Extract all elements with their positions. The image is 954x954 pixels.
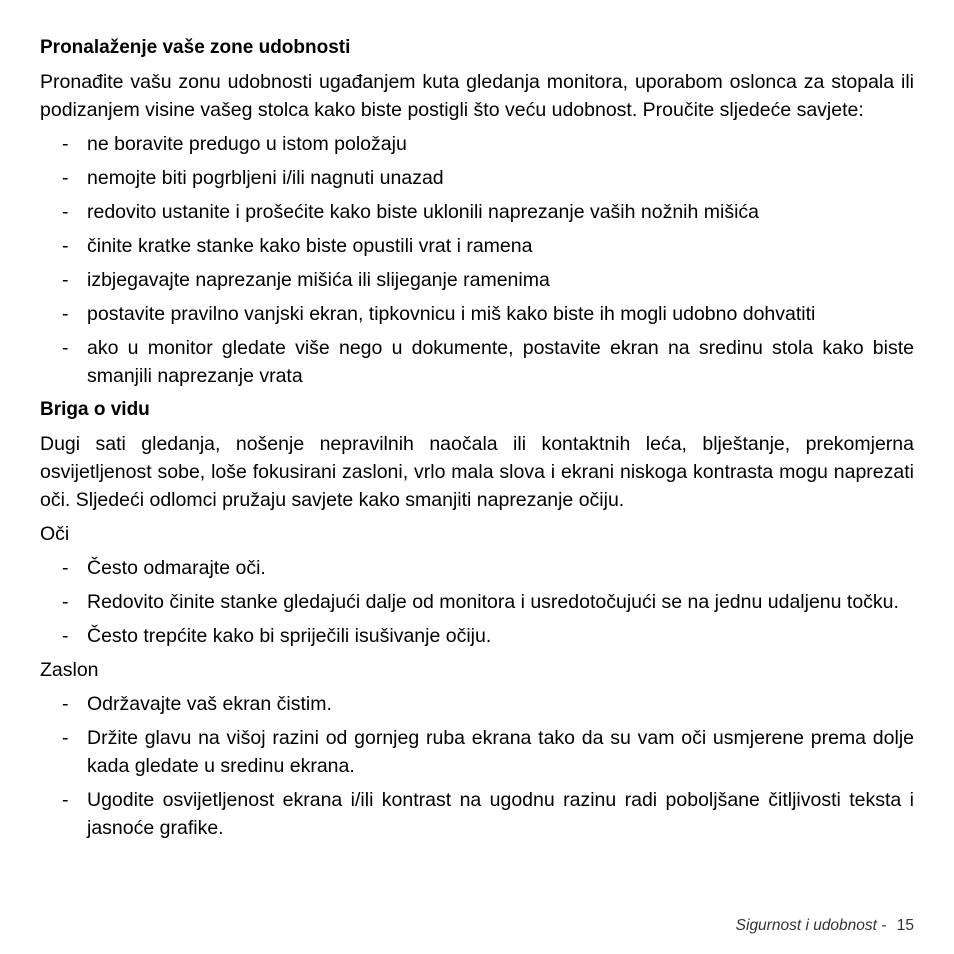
list-item: - Redovito činite stanke gledajući dalje od monitora i usredotočujući se na jednu udaljenu točku.: [40, 588, 914, 616]
bullet-dash: -: [62, 591, 69, 613]
comfort-intro-paragraph: Pronađite vašu zonu udobnosti ugađanjem kuta gledanja monitora, uporabom oslonca za stopala ili podizanjem visine vašeg stolca kako biste postigli što veću udobnost. Proučite sljedeće savjete:: [40, 71, 914, 121]
comfort-tips-list: [40, 130, 914, 390]
bullet-dash: -: [62, 789, 69, 811]
list-item: - Održavajte vaš ekran čistim.: [40, 690, 914, 718]
section-heading-comfort: Pronalaženje vaše zone udobnosti: [40, 37, 351, 58]
section-heading-eye-care: Briga o vidu: [40, 399, 150, 420]
list-item: - ne boravite predugo u istom položaju: [40, 130, 914, 158]
bullet-dash: -: [62, 693, 69, 715]
list-item: - izbjegavajte naprezanje mišića ili slijeganje ramenima: [40, 266, 914, 294]
bullet-dash: -: [62, 201, 69, 223]
bullet-dash: -: [62, 727, 69, 749]
list-item: - Često odmarajte oči.: [40, 554, 914, 582]
bullet-dash: -: [62, 303, 69, 325]
eye-care-intro-paragraph: Dugi sati gledanja, nošenje nepravilnih naočala ili kontaktnih leća, blještanje, prekomjerna osvijetljenost sobe, loše fokusirani zasloni, vrlo mala slova i ekrani niskoga kontrasta mogu naprezati oči. Sljedeći odlomci pružaju savjete kako smanjiti naprezanje očiju.: [40, 433, 914, 511]
list-item: - Često trepćite kako bi spriječili isušivanje očiju.: [40, 622, 914, 650]
bullet-dash: -: [62, 557, 69, 579]
subsection-label-screen: Zaslon: [40, 659, 99, 681]
subsection-label-eyes: Oči: [40, 523, 70, 545]
page-footer: [736, 917, 914, 935]
list-item: - postavite pravilno vanjski ekran, tipkovnicu i miš kako biste ih mogli udobno dohvatiti: [40, 300, 914, 328]
list-item: - činite kratke stanke kako biste opustili vrat i ramena: [40, 232, 914, 260]
bullet-dash: -: [62, 235, 69, 257]
bullet-dash: -: [62, 133, 69, 155]
bullet-dash: -: [62, 625, 69, 647]
footer-section-title: Sigurnost i udobnost -: [735, 917, 891, 934]
bullet-dash: -: [62, 269, 69, 291]
list-item: - nemojte biti pogrbljeni i/ili nagnuti unazad: [40, 164, 914, 192]
document-page: [40, 34, 914, 848]
bullet-dash: -: [62, 337, 69, 359]
bullet-dash: -: [62, 167, 69, 189]
list-item: - Držite glavu na višoj razini od gornjeg ruba ekrana tako da su vam oči usmjerene prema dolje kada gledate u sredinu ekrana.: [40, 724, 914, 780]
list-item: - ako u monitor gledate više nego u dokumente, postavite ekran na sredinu stola kako biste smanjili naprezanje vrata: [40, 334, 914, 390]
screen-tips-list: [40, 690, 914, 842]
list-item: - redovito ustanite i prošećite kako biste uklonili naprezanje vaših nožnih mišića: [40, 198, 914, 226]
page-number: 15: [896, 917, 914, 934]
list-item: - Ugodite osvijetljenost ekrana i/ili kontrast na ugodnu razinu radi poboljšane čitljivosti teksta i jasnoće grafike.: [40, 786, 914, 842]
eyes-tips-list: [40, 554, 914, 650]
